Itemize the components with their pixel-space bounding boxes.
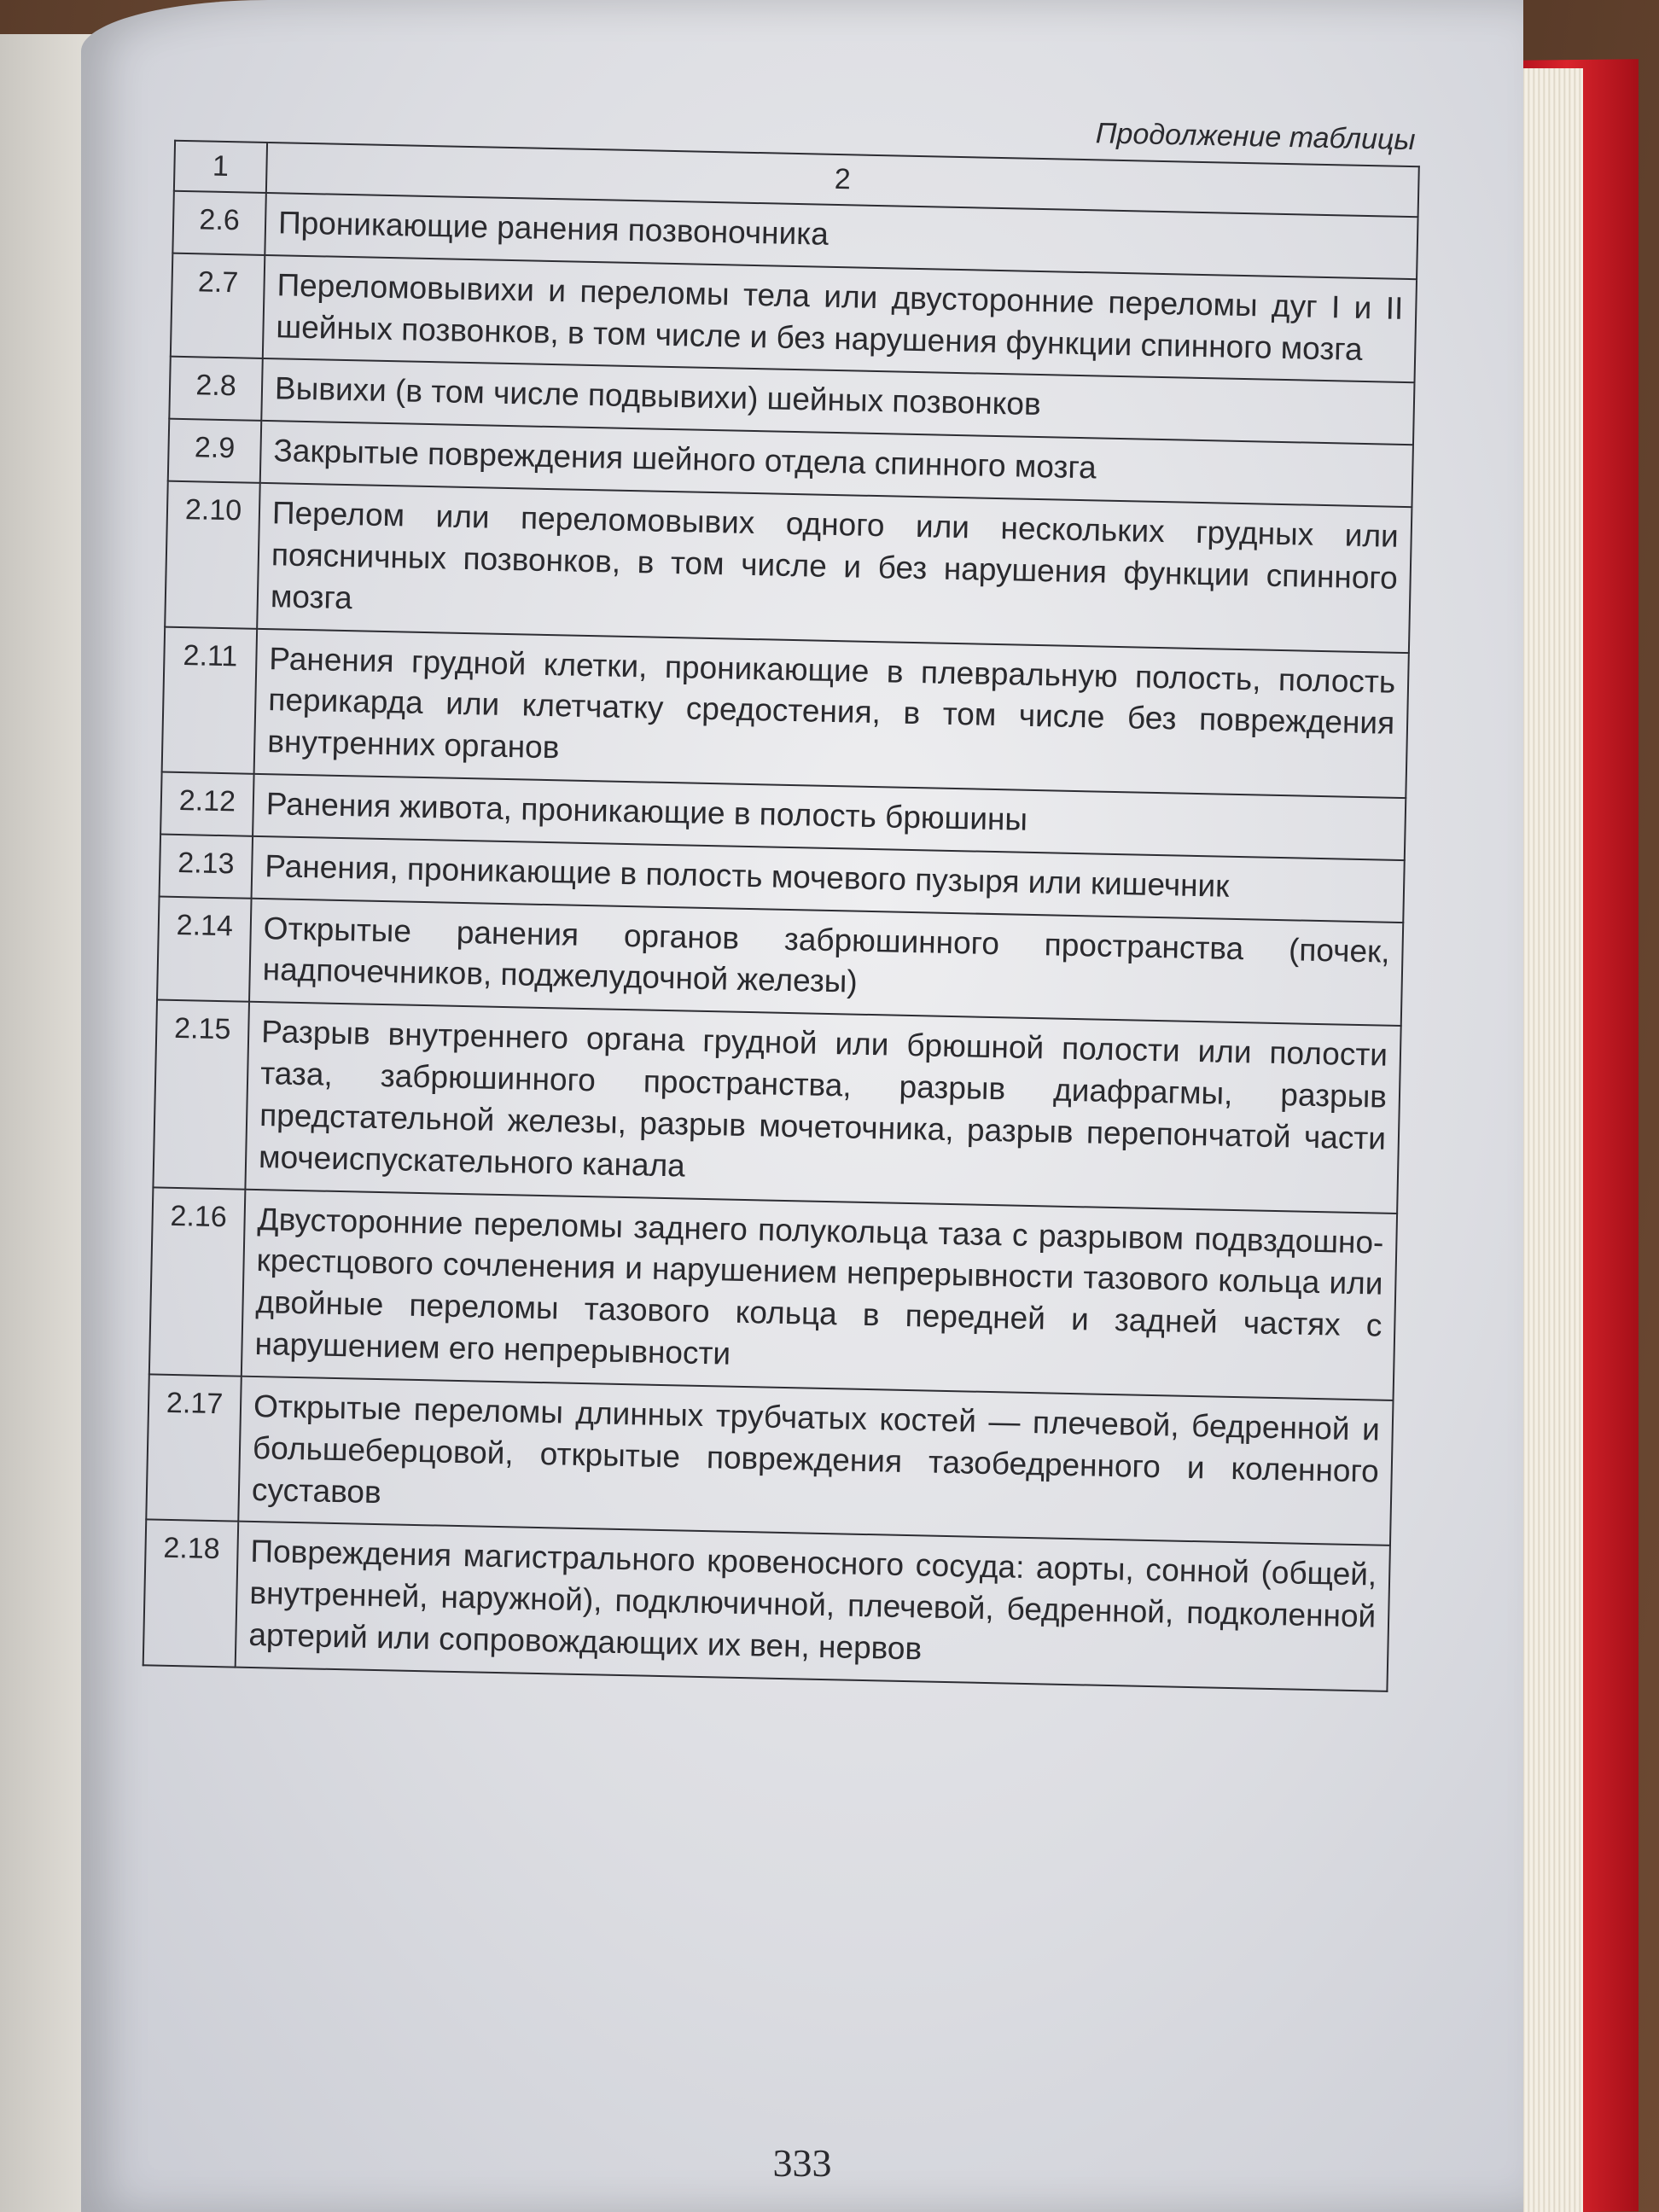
row-number: 2.11: [162, 626, 258, 774]
row-text: Открытые переломы длинных трубчатых костей — плечевой, бедренной и большеберцовой, открытые повреждения тазобедренного и коленного суставов: [238, 1377, 1393, 1546]
column-header-1: 1: [174, 141, 267, 193]
table-row: [162, 626, 1409, 798]
row-number: 2.7: [171, 253, 265, 358]
row-number: 2.12: [160, 772, 254, 836]
row-number: 2.16: [149, 1187, 246, 1377]
table-body: [143, 191, 1418, 1691]
table-row: [153, 1000, 1400, 1214]
table-row: [143, 1520, 1390, 1691]
row-number: 2.8: [169, 357, 263, 421]
page-number: 333: [772, 2141, 832, 2185]
row-text: Переломовывихи и переломы тела или двусторонние переломы дуг I и II шейных позвонков, в том числе и без нарушения функции спинного мозга: [263, 255, 1417, 383]
row-text: Ранения, проникающие в полость мочевого пузыря или кишечник: [252, 836, 1405, 923]
row-text: Разрыв внутреннего органа грудной или брюшной полости или полости таза, забрюшинного пространства, разрыв диафрагмы, разрыв предстательной железы, разрыв мочеточника, разрыв перепончатой части мочеиспускательного канала: [245, 1002, 1400, 1214]
table-row: [165, 481, 1412, 653]
row-number: 2.13: [160, 834, 253, 898]
row-text: Открытые ранения органов забрюшинного пространства (почек, надпочечников, поджелудочной железы): [249, 898, 1403, 1026]
row-number: 2.17: [146, 1374, 242, 1522]
table-row: [146, 1374, 1393, 1545]
row-text: Двусторонние переломы заднего полукольца таза с разрывом подвздошно-крестцового сочленения и нарушением непрерывности тазового кольца или двойные переломы тазового кольца в передней и задней частях с нарушением его непрерывности: [242, 1189, 1397, 1400]
row-number: 2.6: [172, 191, 266, 255]
row-number: 2.9: [168, 419, 262, 483]
row-text: Закрытые повреждения шейного отдела спинного мозга: [260, 421, 1413, 507]
page-content: [143, 98, 1421, 1692]
table-caption: Продолжение таблицы: [1095, 117, 1416, 157]
row-text: Проникающие ранения позвоночника: [265, 193, 1417, 279]
row-text: Перелом или переломовывих одного или нескольких грудных или поясничных позвонков, в том числе и без нарушения функции спинного мозга: [257, 483, 1412, 653]
row-number: 2.14: [157, 896, 252, 1002]
row-number: 2.18: [143, 1520, 239, 1668]
book-page: [81, 0, 1523, 2212]
row-text: Вывихи (в том числе подвывихи) шейных позвонков: [261, 358, 1414, 445]
row-text: Ранения живота, проникающие в полость брюшины: [253, 774, 1406, 860]
row-text: Повреждения магистрального кровеносного сосуда: аорты, сонной (общей, внутренней, наружной), подключичной, плечевой, бедренной, подколенной артерий или сопровождающих их вен, нервов: [236, 1522, 1390, 1691]
row-number: 2.15: [153, 1000, 249, 1190]
injury-table: [143, 140, 1420, 1692]
table-row: [149, 1187, 1397, 1400]
column-header-2: 2: [266, 143, 1419, 217]
row-number: 2.10: [165, 481, 260, 629]
row-text: Ранения грудной клетки, проникающие в плевральную полость, полость перикарда или клетчатку средостения, в том числе без повреждения внутренних органов: [254, 628, 1409, 798]
